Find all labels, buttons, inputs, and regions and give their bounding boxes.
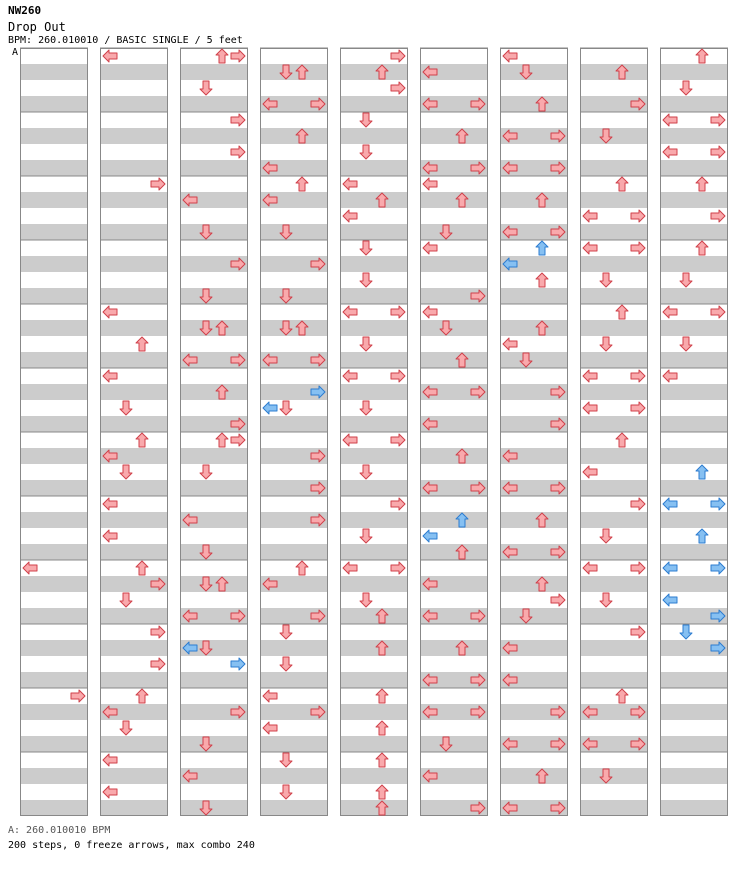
beat-band [180, 128, 248, 144]
beat-band [580, 384, 648, 400]
beat-band [20, 288, 88, 304]
beat-band [660, 704, 728, 720]
beat-band [340, 224, 408, 240]
beat-band [20, 64, 88, 80]
beat-band [100, 608, 168, 624]
beat-band [340, 96, 408, 112]
bpm-marker: A [12, 47, 19, 58]
beat-band [580, 480, 648, 496]
beat-band [660, 96, 728, 112]
beat-band [580, 160, 648, 176]
beat-band [580, 800, 648, 816]
beat-band [580, 640, 648, 656]
beat-band [340, 192, 408, 208]
beat-band [500, 352, 568, 368]
beat-band [500, 288, 568, 304]
beat-band [340, 320, 408, 336]
beat-band [20, 640, 88, 656]
beat-band [500, 608, 568, 624]
beat-band [660, 576, 728, 592]
beat-band [340, 64, 408, 80]
beat-band [20, 672, 88, 688]
beat-band [180, 576, 248, 592]
beat-band [580, 512, 648, 528]
beat-band [420, 352, 488, 368]
beat-band [660, 192, 728, 208]
beat-band [20, 576, 88, 592]
beat-band [20, 224, 88, 240]
beat-band [180, 448, 248, 464]
beat-band [260, 64, 328, 80]
beat-band [660, 416, 728, 432]
beat-band [580, 672, 648, 688]
beat-band [100, 96, 168, 112]
beat-band [180, 64, 248, 80]
chart-column [420, 48, 488, 816]
beat-band [340, 608, 408, 624]
beat-band [420, 736, 488, 752]
beat-band [420, 320, 488, 336]
beat-band [420, 224, 488, 240]
beat-band [100, 768, 168, 784]
beat-band [180, 320, 248, 336]
beat-band [100, 416, 168, 432]
beat-band [260, 800, 328, 816]
beat-band [20, 800, 88, 816]
chart-column [20, 48, 88, 816]
beat-band [340, 352, 408, 368]
beat-band [580, 320, 648, 336]
beat-band [100, 640, 168, 656]
beat-band [260, 320, 328, 336]
beat-band [20, 352, 88, 368]
chart-column [260, 48, 328, 816]
beat-band [500, 576, 568, 592]
beat-band [20, 416, 88, 432]
beat-band [260, 736, 328, 752]
beat-band [20, 192, 88, 208]
beat-band [580, 256, 648, 272]
chart-column [100, 48, 168, 816]
beat-band [100, 256, 168, 272]
beat-band [340, 512, 408, 528]
footer-bpm: A: 260.010010 BPM [8, 825, 111, 836]
beat-band [100, 224, 168, 240]
beat-band [660, 64, 728, 80]
beat-band [660, 224, 728, 240]
beat-band [260, 416, 328, 432]
beat-band [340, 576, 408, 592]
beat-band [20, 128, 88, 144]
beat-band [340, 448, 408, 464]
beat-band [340, 672, 408, 688]
beat-band [340, 736, 408, 752]
beat-band [500, 64, 568, 80]
beat-band [100, 352, 168, 368]
beat-band [660, 736, 728, 752]
beat-band [660, 768, 728, 784]
beat-band [20, 480, 88, 496]
beat-band [100, 128, 168, 144]
beat-band [660, 448, 728, 464]
beat-band [660, 800, 728, 816]
beat-band [420, 512, 488, 528]
beat-band [660, 288, 728, 304]
chart-column [180, 48, 248, 816]
beat-band [20, 320, 88, 336]
beat-band [340, 128, 408, 144]
beat-band [340, 256, 408, 272]
beat-band [260, 128, 328, 144]
beat-band [180, 224, 248, 240]
beat-band [420, 448, 488, 464]
beat-band [660, 160, 728, 176]
beat-band [660, 544, 728, 560]
beat-band [260, 288, 328, 304]
beat-band [340, 640, 408, 656]
beat-band [420, 128, 488, 144]
beat-band [340, 384, 408, 400]
beat-band [660, 672, 728, 688]
beat-band [580, 224, 648, 240]
footer-stats: 200 steps, 0 freeze arrows, max combo 240 [8, 840, 255, 851]
chart-column [660, 48, 728, 816]
beat-band [20, 256, 88, 272]
chart-column [580, 48, 648, 816]
song-code: NW260 [8, 4, 42, 17]
beat-band [100, 544, 168, 560]
beat-band [660, 128, 728, 144]
beat-band [340, 288, 408, 304]
beat-band [340, 480, 408, 496]
beat-band [180, 736, 248, 752]
beat-band [100, 192, 168, 208]
beat-band [420, 544, 488, 560]
beat-band [180, 160, 248, 176]
chart-column [500, 48, 568, 816]
beat-band [100, 672, 168, 688]
beat-band [100, 288, 168, 304]
beat-band [20, 704, 88, 720]
beat-band [100, 800, 168, 816]
beat-band [660, 320, 728, 336]
beat-band [100, 480, 168, 496]
beat-band [500, 96, 568, 112]
beat-band [500, 320, 568, 336]
beat-band [340, 800, 408, 816]
beat-band [500, 512, 568, 528]
beat-band [660, 256, 728, 272]
beat-band [20, 160, 88, 176]
beat-band [20, 384, 88, 400]
beat-band [420, 192, 488, 208]
beat-band [660, 480, 728, 496]
beat-band [260, 768, 328, 784]
beat-band [340, 544, 408, 560]
beat-band [340, 768, 408, 784]
beat-band [180, 288, 248, 304]
chart-column [340, 48, 408, 816]
beat-band [100, 384, 168, 400]
beat-band [260, 640, 328, 656]
beat-band [260, 672, 328, 688]
beat-band [660, 384, 728, 400]
beat-band [20, 544, 88, 560]
beat-band [660, 352, 728, 368]
beat-band [580, 768, 648, 784]
beat-band [340, 704, 408, 720]
beat-band [180, 672, 248, 688]
beat-band [340, 416, 408, 432]
beat-band [180, 384, 248, 400]
song-info: BPM: 260.010010 / BASIC SINGLE / 5 feet [8, 35, 243, 46]
beat-band [500, 192, 568, 208]
beat-band [660, 512, 728, 528]
beat-band [100, 160, 168, 176]
beat-band [260, 544, 328, 560]
beat-band [20, 448, 88, 464]
beat-band [100, 320, 168, 336]
beat-band [420, 640, 488, 656]
beat-band [580, 608, 648, 624]
song-title: Drop Out [8, 20, 66, 34]
beat-band [580, 576, 648, 592]
beat-band [100, 736, 168, 752]
beat-band [420, 256, 488, 272]
beat-band [180, 800, 248, 816]
beat-band [580, 64, 648, 80]
beat-band [100, 512, 168, 528]
beat-band [580, 544, 648, 560]
beat-band [580, 128, 648, 144]
beat-band [180, 480, 248, 496]
beat-band [180, 96, 248, 112]
beat-band [20, 768, 88, 784]
beat-band [580, 416, 648, 432]
beat-band [500, 768, 568, 784]
beat-band [580, 352, 648, 368]
beat-band [180, 544, 248, 560]
beat-band [340, 160, 408, 176]
beat-band [580, 448, 648, 464]
beat-band [20, 608, 88, 624]
beat-band [20, 736, 88, 752]
beat-band [100, 64, 168, 80]
beat-band [20, 512, 88, 528]
beat-band [580, 192, 648, 208]
beat-band [260, 224, 328, 240]
beat-band [20, 96, 88, 112]
beat-band [580, 288, 648, 304]
